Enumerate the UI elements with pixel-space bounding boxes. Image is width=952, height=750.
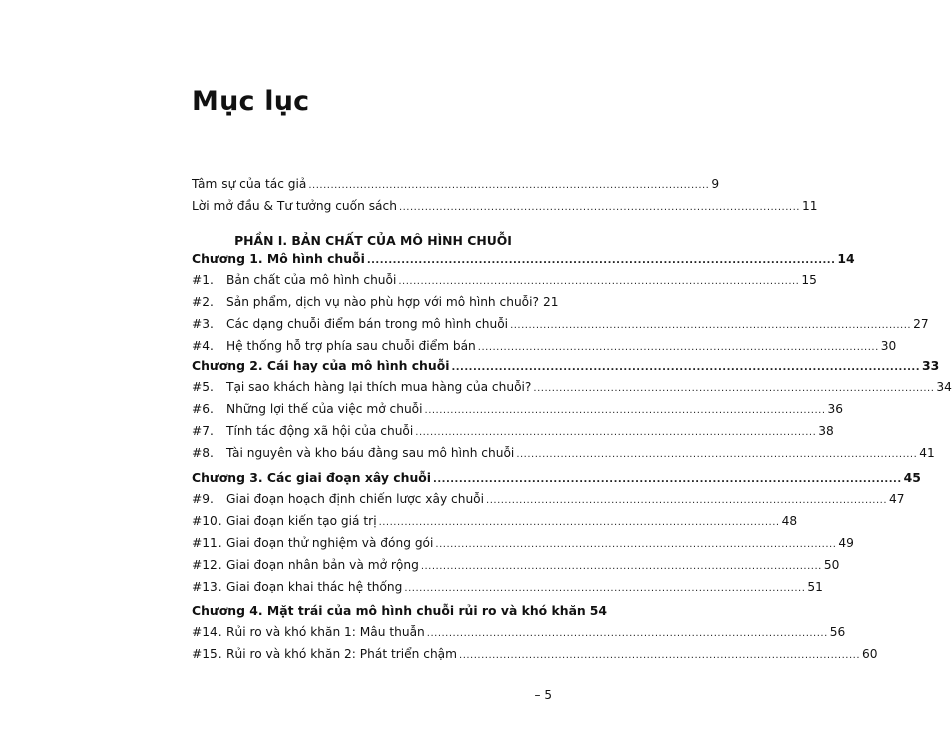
entry-number: #10.	[192, 514, 222, 528]
entry-page: 27	[913, 317, 929, 331]
page-number: – 5	[534, 688, 552, 702]
chapter-title: Chương 4. Mặt trái của mô hình chuỗi rủi ro và khó khăn	[192, 603, 586, 618]
toc-entry	[192, 295, 559, 317]
leader-dots: .............................................................................................................	[435, 539, 837, 550]
entry-page: 56	[829, 625, 846, 639]
chapter-heading	[192, 470, 921, 492]
leader-dots: .............................................................................................................	[486, 495, 888, 506]
entry-text: Bản chất của mô hình chuỗi	[226, 273, 397, 287]
entry-number: #13.	[192, 580, 222, 594]
toc-entry	[192, 317, 929, 339]
entry-number: #8.	[192, 446, 214, 460]
toc-entry	[192, 177, 720, 199]
entry-page: 34	[936, 380, 952, 394]
chapter-title: Chương 3. Các giai đoạn xây chuỗi	[192, 470, 432, 485]
entry-page: 30	[880, 339, 897, 353]
toc-entry	[192, 558, 840, 580]
entry-page: 48	[781, 514, 798, 528]
chapter-block	[192, 603, 878, 669]
entry-number: #11.	[192, 536, 222, 550]
leader-dots: .............................................................................................................	[510, 320, 912, 331]
entry-page: 60	[862, 647, 878, 661]
entry-page: 9	[711, 177, 720, 191]
toc-entry	[192, 625, 846, 647]
entry-page: 41	[919, 446, 935, 460]
toc-entry	[192, 446, 935, 468]
entry-number: #6.	[192, 402, 214, 416]
entry-number: #14.	[192, 625, 222, 639]
toc-entry	[192, 492, 905, 514]
leader-dots: .............................................................................................................	[366, 255, 836, 266]
leader-dots: .............................................................................................................	[398, 276, 800, 287]
entry-text: Tài nguyên và kho báu đằng sau mô hình chuỗi	[226, 446, 515, 460]
toc-entry	[192, 424, 834, 446]
chapter-block	[192, 470, 921, 602]
chapter-block	[192, 358, 952, 468]
chapter-page: 45	[903, 470, 921, 485]
leader-dots: .............................................................................................................	[415, 427, 817, 438]
entry-page: 15	[801, 273, 817, 287]
toc-entry	[192, 273, 817, 295]
entry-text: Giai đoạn khai thác hệ thống	[226, 580, 403, 594]
leader-dots: .............................................................................................................	[398, 202, 800, 213]
entry-number: #12.	[192, 558, 222, 572]
entry-text: Giai đoạn nhân bản và mở rộng	[226, 558, 419, 572]
toc-entry	[192, 647, 878, 669]
toc-entry	[192, 402, 844, 424]
entry-text: Sản phẩm, dịch vụ nào phù hợp với mô hình chuỗi?	[226, 295, 539, 309]
leader-dots: .............................................................................................................	[533, 383, 935, 394]
entry-page: 21	[542, 295, 559, 309]
toc-entry	[192, 536, 854, 558]
entry-text: Rủi ro và khó khăn 1: Mâu thuẫn	[226, 625, 425, 639]
page-title: Mục lục	[192, 86, 310, 117]
entry-page: 38	[818, 424, 834, 438]
leader-dots: .............................................................................................................	[378, 517, 780, 528]
front-matter	[192, 177, 818, 221]
chapter-heading	[192, 251, 855, 273]
entry-text: Tính tác động xã hội của chuỗi	[226, 424, 414, 438]
entry-text: Giai đoạn kiến tạo giá trị	[226, 514, 377, 528]
part-title: PHẦN I. BẢN CHẤT CỦA MÔ HÌNH CHUỖI	[234, 233, 512, 248]
leader-dots: .............................................................................................................	[404, 583, 806, 594]
leader-dots: .............................................................................................................	[424, 405, 826, 416]
chapter-heading	[192, 358, 940, 380]
entry-text: Giai đoạn thử nghiệm và đóng gói	[226, 536, 434, 550]
entry-page: 11	[801, 199, 818, 213]
toc-entry	[192, 199, 818, 221]
leader-dots: .............................................................................................................	[433, 474, 902, 485]
entry-number: #7.	[192, 424, 214, 438]
chapter-block	[192, 251, 929, 361]
entry-page: 47	[889, 492, 905, 506]
entry-text: Các dạng chuỗi điểm bán trong mô hình chuỗi	[226, 317, 509, 331]
leader-dots: .............................................................................................................	[516, 449, 918, 460]
toc-entry	[192, 514, 798, 536]
toc-entry	[192, 380, 952, 402]
entry-page: 49	[838, 536, 854, 550]
entry-number: #1.	[192, 273, 214, 287]
entry-number: #2.	[192, 295, 214, 309]
entry-number: #3.	[192, 317, 214, 331]
entry-text: Tại sao khách hàng lại thích mua hàng của chuỗi?	[226, 380, 532, 394]
entry-number: #4.	[192, 339, 214, 353]
entry-page: 50	[823, 558, 840, 572]
entry-number: #5.	[192, 380, 214, 394]
entry-text: Giai đoạn hoạch định chiến lược xây chuỗi	[226, 492, 485, 506]
chapter-page: 14	[837, 251, 855, 266]
entry-text: Rủi ro và khó khăn 2: Phát triển chậm	[226, 647, 458, 661]
leader-dots: .............................................................................................................	[426, 628, 828, 639]
leader-dots: .............................................................................................................	[308, 180, 710, 191]
chapter-page: 54	[589, 603, 608, 618]
chapter-page: 33	[922, 358, 940, 373]
entry-text: Tâm sự của tác giả	[192, 177, 307, 191]
entry-page: 36	[827, 402, 844, 416]
chapter-heading	[192, 603, 608, 625]
toc-entry	[192, 580, 823, 602]
leader-dots: .............................................................................................................	[420, 561, 822, 572]
entry-number: #15.	[192, 647, 222, 661]
chapter-title: Chương 2. Cái hay của mô hình chuỗi	[192, 358, 450, 373]
entry-number: #9.	[192, 492, 214, 506]
entry-text: Lời mở đầu & Tư tưởng cuốn sách	[192, 199, 397, 213]
leader-dots: .............................................................................................................	[451, 362, 921, 373]
leader-dots: .............................................................................................................	[459, 650, 860, 661]
entry-page: 51	[807, 580, 823, 594]
chapter-title: Chương 1. Mô hình chuỗi	[192, 251, 365, 266]
entry-text: Hệ thống hỗ trợ phía sau chuỗi điểm bán	[226, 339, 476, 353]
entry-text: Những lợi thế của việc mở chuỗi	[226, 402, 423, 416]
leader-dots: .............................................................................................................	[477, 342, 879, 353]
